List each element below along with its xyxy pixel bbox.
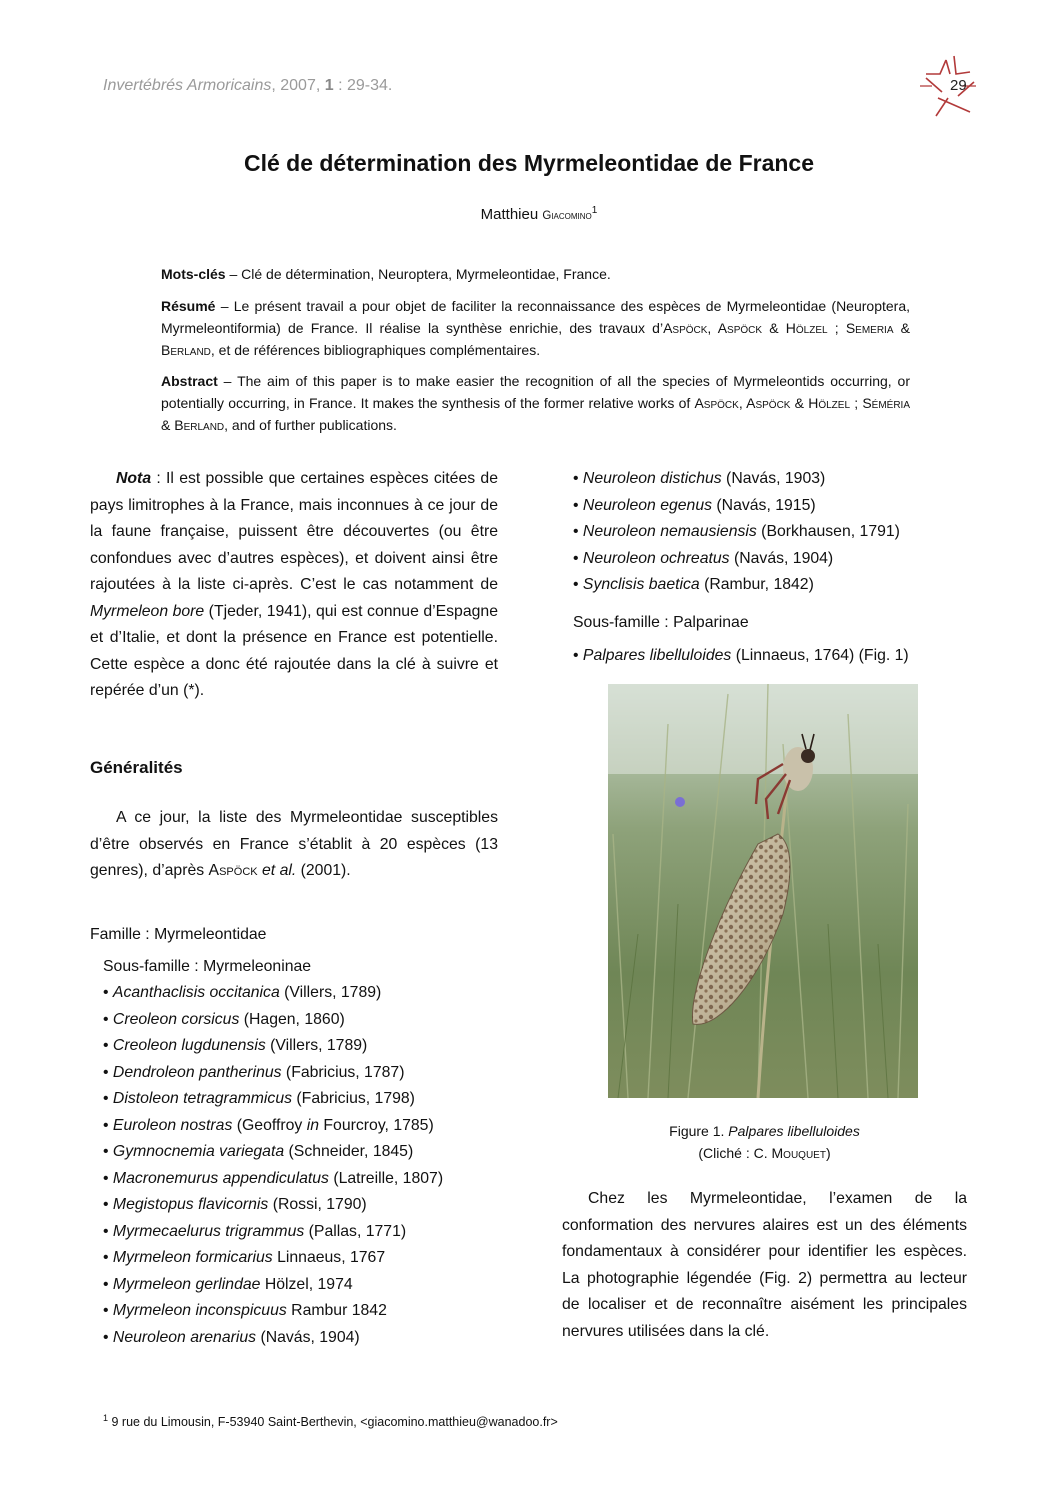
bullet: •: [103, 1275, 109, 1293]
species-name: Neuroleon ochreatus: [582, 549, 730, 567]
keywords: [161, 263, 910, 285]
author-footnote-mark: 1: [591, 205, 598, 216]
footnote-mark: 1: [103, 1413, 109, 1423]
journal-name: Invertébrés Armoricains: [103, 77, 272, 94]
generalites-paragraph: [90, 805, 498, 885]
chez-paragraph: Chez les Myrmeleontidae, l’examen de la conformation des nervures alaires est un des éléments fondamentaux à considérer pour identifier les espèces. La photographie légendée (Fig. 2) permettra au lecteur de localiser et de reconnaître aisément les principales nervures utilisées dans la clé.: [562, 1190, 967, 1340]
species-author: (Pallas, 1771): [304, 1222, 407, 1240]
author-last-name: Giacomino: [542, 210, 592, 222]
resume-label: Résumé: [161, 298, 216, 314]
species-name: Myrmecaelurus trigrammus: [112, 1222, 305, 1240]
species-author: (Villers, 1789): [279, 984, 382, 1001]
species-item: [103, 1272, 443, 1299]
species-author: (Villers, 1789): [265, 1037, 368, 1054]
figure-caption: [562, 1120, 967, 1164]
species-item: [573, 643, 909, 670]
bullet: •: [103, 1222, 109, 1240]
species-item: [573, 519, 900, 546]
generalites-text: (2001).: [296, 862, 351, 879]
resume: [161, 295, 910, 361]
species-item: [103, 1113, 443, 1140]
species-item: [103, 1245, 443, 1272]
subfamily-label: Sous-famille : Myrmeleoninae: [103, 958, 312, 975]
journal-pages: : 29-34.: [333, 77, 393, 94]
journal-logo-icon: [918, 52, 978, 122]
species-item: [103, 1325, 443, 1352]
journal-year: , 2007,: [271, 77, 325, 94]
bullet: •: [103, 1302, 109, 1319]
species-item: [573, 493, 900, 520]
bullet: •: [573, 496, 579, 514]
species-item: [103, 1060, 443, 1087]
bullet: •: [103, 1143, 109, 1160]
species-item: [103, 1033, 443, 1060]
species-author: (Linnaeus, 1764) (Fig. 1): [731, 647, 909, 664]
species-item: [103, 1086, 443, 1113]
species-author: (Latreille, 1807): [328, 1169, 444, 1187]
species-name: Creoleon corsicus: [112, 1010, 240, 1028]
species-name: Megistopus flavicornis: [112, 1196, 269, 1213]
resume-text: ;: [827, 320, 846, 336]
abstract-text: &: [790, 395, 809, 411]
species-in: in: [306, 1116, 319, 1134]
bullet: •: [573, 549, 579, 567]
section-heading-generalites: Généralités: [90, 758, 183, 777]
abstract-text: ;: [850, 395, 863, 411]
bullet: •: [103, 1090, 109, 1107]
figure-credit: ): [825, 1145, 831, 1161]
author-line: [0, 205, 1058, 223]
species-item: [103, 980, 443, 1007]
figure-photo: [608, 684, 918, 1098]
bullet: •: [103, 1063, 109, 1081]
resume-text: &: [762, 320, 786, 336]
bullet: •: [103, 1249, 109, 1266]
page-number: 29: [950, 77, 967, 94]
species-author: (Fabricius, 1787): [281, 1063, 405, 1081]
nota-paragraph: [90, 466, 498, 705]
resume-text: – Le présent travail a pour objet de faciliter la reconnaissance des espèces de Myrmeleontidae (Neuroptera, Myrmeleontiformia) de France. Il réalise la synthèse enrichie, des travaux d’: [161, 298, 910, 336]
species-author: (Navás, 1915): [712, 496, 816, 514]
figure-label: Figure 1.: [669, 1123, 729, 1139]
species-name: Dendroleon pantherinus: [112, 1063, 282, 1081]
nota-species: Myrmeleon bore: [90, 602, 205, 620]
generalites-et-al: et al.: [262, 862, 297, 879]
species-name: Neuroleon arenarius: [112, 1328, 257, 1346]
species-author: (Navás, 1903): [721, 470, 826, 487]
abstract-text: &: [161, 417, 175, 433]
journal-volume: 1: [324, 77, 334, 94]
bullet: •: [103, 1116, 109, 1134]
resume-author-name: Hölzel: [785, 320, 828, 336]
abstract-text: – The aim of this paper is to make easier the recognition of all the species of Myrmeleontids occurring, or potentially occurring, in France. It makes the synthesis of the former relative works of: [161, 373, 910, 411]
resume-author-name: Aspöck, Aspöck: [663, 320, 763, 336]
abstract-author-name: Séméria: [862, 395, 911, 411]
resume-author-name: Berland: [161, 342, 211, 358]
species-author: (Geoffroy: [232, 1116, 307, 1134]
bullet: •: [103, 1169, 109, 1187]
species-item: [573, 572, 900, 599]
species-name: Acanthaclisis occitanica: [112, 984, 280, 1001]
species-author: Rambur 1842: [286, 1302, 387, 1319]
species-name: Euroleon nostras: [112, 1116, 233, 1134]
bullet: •: [103, 1037, 109, 1054]
keywords-label: Mots-clés: [161, 266, 226, 282]
species-name: Neuroleon distichus: [582, 470, 722, 487]
bullet: •: [573, 523, 579, 540]
figure-species: Palpares libelluloides: [728, 1123, 860, 1139]
abstract-author-name: Aspöck, Aspöck: [694, 395, 791, 411]
bullet: •: [103, 1196, 109, 1213]
species-name: Neuroleon egenus: [582, 496, 713, 514]
bullet: •: [573, 647, 579, 664]
species-name: Myrmeleon inconspicuus: [112, 1302, 287, 1319]
figure-credit: (Cliché : C.: [698, 1145, 772, 1161]
species-author: (Fabricius, 1798): [292, 1090, 415, 1107]
footnote: [103, 1413, 558, 1429]
species-item: [103, 1219, 443, 1246]
bullet: •: [103, 984, 109, 1001]
species-item: [103, 1007, 443, 1034]
species-item: [103, 1298, 443, 1325]
subfamily-label: Sous-famille : Palparinae: [573, 614, 749, 631]
species-author: (Navás, 1904): [729, 549, 834, 567]
species-author: (Rambur, 1842): [699, 576, 814, 593]
abstract-author-name: Berland: [174, 417, 225, 433]
bullet: •: [103, 1328, 109, 1346]
footnote-text: 9 rue du Limousin, F-53940 Saint-Berthevin, <giacomino.matthieu@wanadoo.fr>: [108, 1415, 558, 1430]
keywords-text: – Clé de détermination, Neuroptera, Myrmeleontidae, France.: [225, 266, 611, 282]
species-author: (Hagen, 1860): [239, 1010, 345, 1028]
species-author: Hölzel, 1974: [260, 1275, 353, 1293]
species-name: Creoleon lugdunensis: [112, 1037, 266, 1054]
species-author: (Navás, 1904): [256, 1328, 360, 1346]
abstract-label: Abstract: [161, 373, 218, 389]
species-name: Macronemurus appendiculatus: [112, 1169, 329, 1187]
abstract: [161, 370, 910, 436]
family-label: Famille : Myrmeleontidae: [90, 926, 267, 943]
author-first-name: Matthieu: [480, 206, 539, 223]
species-author: Fourcroy, 1785): [319, 1116, 434, 1134]
nota-label: Nota: [116, 470, 152, 487]
species-name: Palpares libelluloides: [582, 647, 732, 664]
resume-text: , et de références bibliographiques complémentaires.: [210, 342, 541, 358]
generalites-author: Aspöck: [208, 862, 258, 879]
bullet: •: [573, 576, 579, 593]
species-item: [573, 466, 900, 493]
resume-author-name: Semeria: [845, 320, 894, 336]
species-item: [573, 546, 900, 573]
abstract-author-name: Hölzel: [808, 395, 851, 411]
species-list: [103, 980, 443, 1351]
species-name: Myrmeleon formicarius: [112, 1249, 273, 1266]
bullet: •: [103, 1010, 109, 1028]
nota-text: (Tjeder, 1941), qui est connue d’Espagne et d’Italie, et dont la présence en France est potentielle. Cette espèce a donc été rajoutée dans la clé à suivre et repérée d’un (*).: [90, 602, 498, 699]
figure-credit-name: Mouquet: [771, 1145, 826, 1161]
species-item: [103, 1139, 443, 1166]
species-name: Gymnocnemia variegata: [112, 1143, 285, 1160]
species-item: [103, 1166, 443, 1193]
species-name: Synclisis baetica: [582, 576, 700, 593]
journal-citation: [103, 77, 392, 95]
abstract-text: , and of further publications.: [224, 417, 397, 433]
species-name: Distoleon tetragrammicus: [112, 1090, 293, 1107]
paper-title: Clé de détermination des Myrmeleontidae de France: [243, 150, 815, 176]
resume-text: &: [893, 320, 911, 336]
species-list: [573, 466, 900, 599]
species-name: Neuroleon nemausiensis: [582, 523, 757, 540]
species-name: Myrmeleon gerlindae: [112, 1275, 261, 1293]
species-author: (Schneider, 1845): [284, 1143, 414, 1160]
species-item: [103, 1192, 443, 1219]
species-author: (Borkhausen, 1791): [756, 523, 900, 540]
species-author: (Rossi, 1790): [268, 1196, 367, 1213]
bullet: •: [573, 470, 579, 487]
nota-text: : Il est possible que certaines espèces citées de pays limitrophes à la France, mais inconnues à ce jour de la faune française, puissent être découvertes (ou être confondues avec d’autres espèces), et doivent ainsi être rajoutées à la liste ci-après. C’est le cas notamment de: [90, 470, 498, 593]
species-author: Linnaeus, 1767: [272, 1249, 386, 1266]
generalites-text: A ce jour, la liste des Myrmeleontidae susceptibles d’être observés en France s’établit à 20 espèces (13 genres), d’après: [90, 809, 498, 879]
